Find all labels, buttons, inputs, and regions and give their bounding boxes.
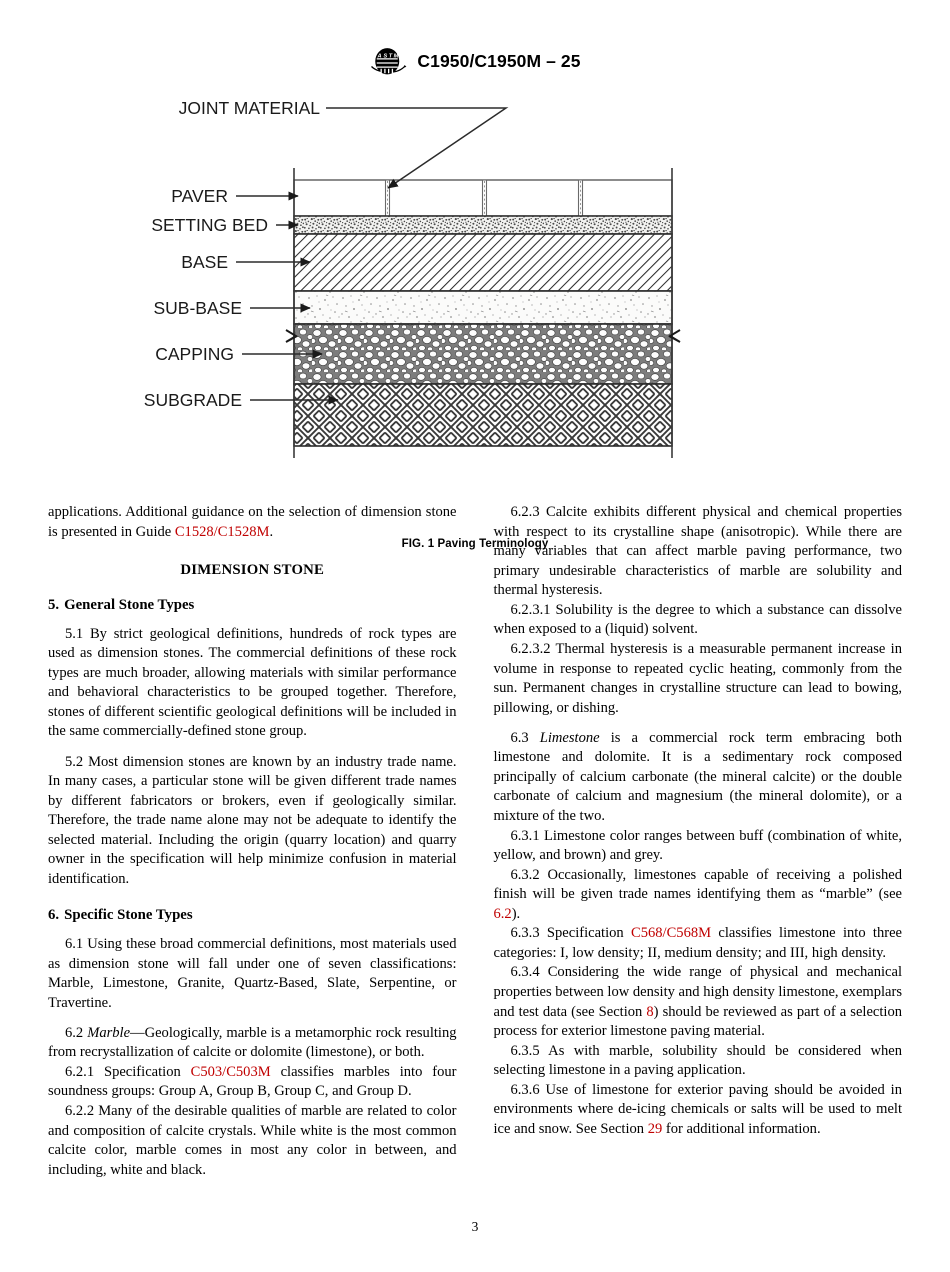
paragraph-6-3-3: 6.3.3 Specification C568/C568M classifies limestone into three categories: I, low density; II, medium density; and III, high density. — [493, 925, 902, 961]
standard-reference-link[interactable]: 8 — [646, 1003, 654, 1020]
section-6-number: 6. — [48, 907, 60, 924]
paragraph-6-1: 6.1 Using these broad commercial definitions, most materials used as dimension stone will fall under one of seven classifications: Marble, Limestone, Granite, Quartz-Based, Slate, Serpentine, or Travertine. — [48, 935, 457, 1011]
paragraph-6-3-5: 6.3.5 As with marble, solubility should be considered when selecting limestone in a paving application. — [493, 1042, 902, 1079]
emphasis-text: Marble — [87, 1024, 131, 1041]
paragraph-5-2: 5.2 Most dimension stones are known by an industry trade name. In many cases, a particular stone will be given different trade names by different fabricators or brokers, even if geologically similar. Therefore, the trade name alone may not be adequate to identify the selected material. Including the origin (quarry location) and quarry owner in the specification will help minimize confusion in material identification. — [48, 753, 457, 887]
figure-caption: FIG. 1 Paving Terminology — [401, 538, 549, 550]
standard-reference-link[interactable]: C1528/C1528M — [174, 523, 270, 540]
paving-section-diagram — [0, 86, 950, 461]
paragraph-applications-cont: applications. Additional guidance on the selection of dimension stone is presented in Guide C1528/C1528M. — [48, 504, 457, 540]
paragraph-6-2-3: 6.2.3 Calcite exhibits different physical and chemical properties with respect to its crystalline shape (anisotropic). While there are many variables that can affect marble paving performance, two primary undesirable characteristics of marble are solubility and thermal hysteresis. — [493, 504, 902, 599]
svg-text:T: T — [389, 53, 393, 60]
figure-label-paver: PAVER — [171, 186, 228, 206]
figure-label-setting-bed: SETTING BED — [151, 215, 268, 235]
standard-reference-link[interactable]: C503/C503M — [190, 1063, 271, 1080]
section-6-heading — [48, 907, 457, 924]
paragraph-6-3: 6.3 Limestone is a commercial rock term embracing both limestone and dolomite. It is a sedimentary rock composed principally of calcium carbonate (the mineral calcite) or the double carbonate of calcium and magnesium (the mineral dolomite), or a mixture of the two. — [493, 729, 902, 824]
figure-label-sub-base: SUB-BASE — [153, 298, 242, 318]
paragraph-6-2: 6.2 Marble—Geologically, marble is a metamorphic rock resulting from recrystallization of calcite or dolomite (limestone), or both. — [48, 1024, 457, 1061]
svg-text:A: A — [377, 53, 382, 60]
svg-text:M: M — [394, 53, 399, 60]
section-5-number: 5. — [48, 597, 60, 614]
standard-reference-link[interactable]: C568/C568M — [631, 925, 712, 942]
document-designation: C1950/C1950M – 25 — [417, 50, 581, 71]
svg-text:S: S — [383, 53, 388, 60]
figure-label-base: BASE — [181, 252, 228, 272]
section-5-title: General Stone Types — [64, 597, 195, 614]
body-columns — [48, 503, 902, 1180]
paragraph-6-3-4: 6.3.4 Considering the wide range of physical and mechanical properties between low density and high density limestone, exemplars and test data (see Section 8) should be reviewed as part of a selection process for exterior limestone paving material. — [493, 964, 902, 1040]
paragraph-6-3-6: 6.3.6 Use of limestone for exterior paving should be avoided in environments where de-icing chemicals or salts will be used to melt ice and snow. See Section 29 for additional information. — [493, 1081, 902, 1137]
emphasis-text: Limestone — [539, 729, 600, 746]
paragraph-6-2-3-2: 6.2.3.2 Thermal hysteresis is a measurable permanent increase in volume in response to repeated cyclic heating, commonly from the sun. Permanent changes in crystalline structure can lead to bowing, pillowing, or dishing. — [493, 640, 902, 716]
left-column — [48, 503, 457, 1180]
paragraph-6-2-1: 6.2.1 Specification C503/C503M classifies marbles into four soundness groups: Group A, Group B, Group C, and Group D. — [48, 1063, 457, 1100]
paragraph-6-2-2: 6.2.2 Many of the desirable qualities of marble are related to color and composition of calcite crystals. While white is the most common calcite color, marble comes in most any color in between, and including, white and black. — [48, 1102, 457, 1178]
paragraph-5-1: 5.1 By strict geological definitions, hundreds of rock types are used as dimension stones. The commercial definitions of these rock types are much broader, allowing materials with similar performance and behavioral characteristics to be grouped together. Therefore, stones of different scientific geological definitions will be included in the same commercially-defined stone group. — [48, 625, 457, 740]
paragraph-6-2-3-1: 6.2.3.1 Solubility is the degree to which a substance can dissolve when exposed to a (liquid) solvent. — [493, 601, 902, 638]
paragraph-6-3-1: 6.3.1 Limestone color ranges between buff (combination of white, yellow, and brown) and grey. — [493, 827, 902, 864]
section-6-title: Specific Stone Types — [64, 907, 193, 924]
section-5-heading — [48, 597, 457, 614]
dimension-stone-heading: DIMENSION STONE — [180, 562, 325, 579]
figure-label-joint-material: JOINT MATERIAL — [178, 98, 320, 118]
figure-label-capping: CAPPING — [155, 344, 234, 364]
page-number: 3 — [471, 1219, 479, 1234]
standard-reference-link[interactable]: 29 — [647, 1120, 663, 1137]
standard-reference-link[interactable]: 6.2 — [493, 905, 512, 922]
document-header — [0, 46, 950, 76]
astm-logo-icon — [369, 47, 407, 77]
paragraph-6-3-2: 6.3.2 Occasionally, limestones capable of receiving a polished finish will be given trade names identifying them as “marble” (see 6.2). — [493, 866, 902, 922]
figure-label-subgrade: SUBGRADE — [143, 390, 242, 410]
right-column — [494, 503, 903, 1180]
